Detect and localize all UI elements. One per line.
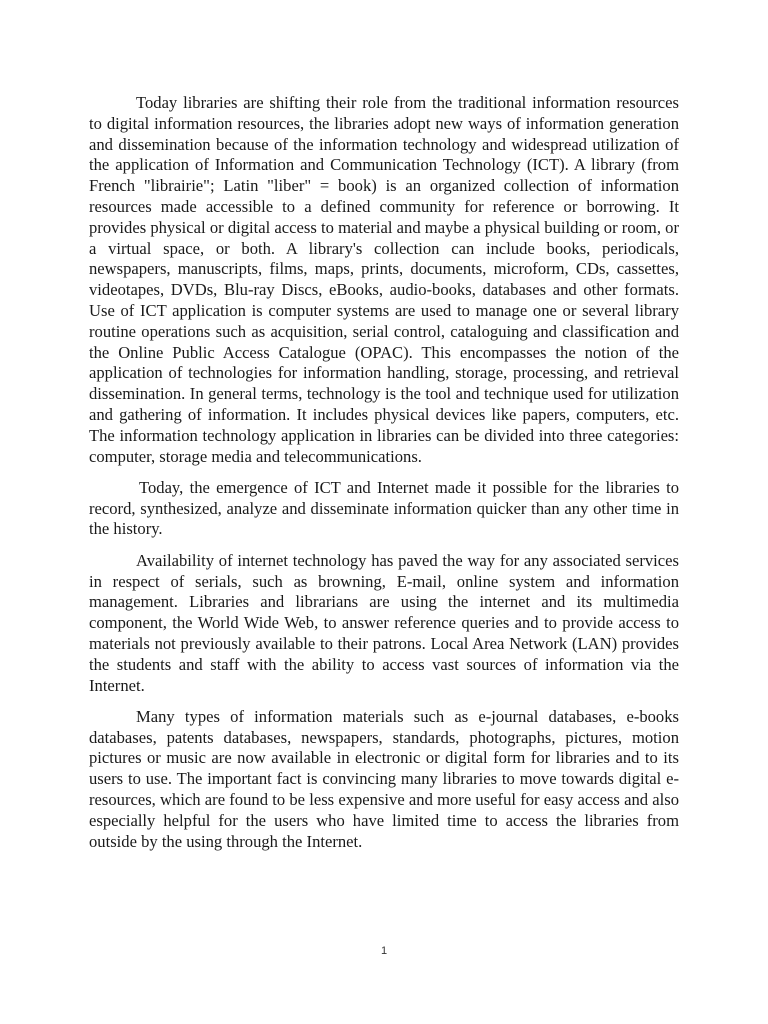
paragraph-internet-availability: Availability of internet technology has paved the way for any associated services in respect of serials, such as browning, E-mail, online system and information management. Libraries and librarians are using the internet and its multimedia component, the World Wide Web, to answer reference queries and to provide access to materials not previously available to their patrons. Local Area Network (LAN) provides the students and staff with the ability to access vast sources of information via the Internet. [89,550,679,695]
page-number: 1 [380,945,388,957]
page-body [89,93,679,852]
paragraph-information-materials: Many types of information materials such as e-journal databases, e-books databases, patents databases, newspapers, standards, photographs, pictures, motion pictures or music are now available in electronic or digital form for libraries and to its users to use. The important fact is convincing many libraries to move towards digital e-resources, which are found to be less expensive and more useful for easy access and also especially helpful for the users who have limited time to access the libraries from outside by the using through the Internet. [89,706,679,851]
paragraph-emergence-ict: Today, the emergence of ICT and Internet made it possible for the libraries to record, synthesized, analyze and disseminate information quicker than any other time in the history. [89,477,679,539]
paragraph-libraries-ict: Today libraries are shifting their role from the traditional information resources to digital information resources, the libraries adopt new ways of information generation and dissemination because of the information technology and widespread utilization of the application of Information and Communication Technology (ICT). A library (from French "librairie"; Latin "liber" = book) is an organized collection of information resources made accessible to a defined community for reference or borrowing. It provides physical or digital access to material and maybe a physical building or room, or a virtual space, or both. A library's collection can include books, periodicals, newspapers, manuscripts, films, maps, prints, documents, microform, CDs, cassettes, videotapes, DVDs, Blu-ray Discs, eBooks, audio-books, databases and other formats. Use of ICT application is computer systems are used to manage one or several library routine operations such as acquisition, serial control, cataloguing and classification and the Online Public Access Catalogue (OPAC). This encompasses the notion of the application of technologies for information handling, storage, processing, and retrieval dissemination. In general terms, technology is the tool and technique used for utilization and gathering of information. It includes physical devices like papers, computers, etc. The information technology application in libraries can be divided into three categories: computer, storage media and telecommunications. [89,93,679,466]
